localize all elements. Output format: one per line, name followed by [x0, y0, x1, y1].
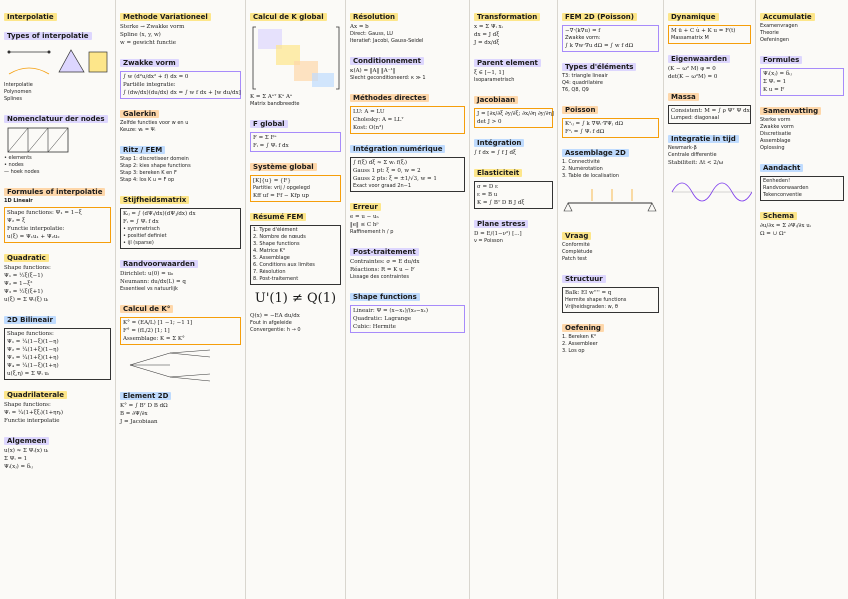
formula-box [562, 287, 659, 313]
text-line: 1. Bereken K° [562, 334, 597, 340]
text-line: • symmetrisch [123, 226, 160, 232]
formula-box [668, 25, 751, 44]
text-line: Assemblage [760, 138, 791, 144]
text-line: Discretisatie [760, 131, 792, 137]
formula: [K]{u} = {F} [253, 178, 291, 184]
text-line: Zwakke vorm: [565, 35, 601, 41]
formula: Cubic: Hermite [353, 324, 396, 330]
text-line: Theorie [760, 30, 779, 36]
formula: Ψᵢ(xⱼ) = δᵢⱼ [763, 71, 792, 77]
formula: K u = F [763, 87, 785, 93]
text-line: Direct: Gauss, LU [350, 31, 393, 37]
formula: Stabiliteit: Δt < 2/ω [668, 160, 724, 166]
formula: dx = J dξ [474, 32, 500, 38]
formula-box [120, 317, 241, 345]
text-line: • elements [4, 155, 32, 161]
section-title: Transformation [474, 13, 540, 21]
section-title: Types of interpolatie [4, 32, 92, 40]
text-line: 8. Post-traitement [253, 276, 299, 282]
formula: u(ξ) = Ψ₁u₁ + Ψ₂u₂ [7, 234, 60, 240]
formula-box [250, 175, 341, 202]
text-line: 6. Conditions aux limites [253, 262, 315, 268]
formula: Partiële integratie: [123, 82, 176, 88]
text-line: Tekenconventie [763, 192, 802, 198]
formula: Ψᵢ = ¼(1+ξξᵢ)(1+ηηᵢ) [4, 410, 64, 416]
text-line: Eenheden! [763, 178, 791, 184]
section-body [668, 65, 751, 81]
section-title: Randvoorwaarden [120, 260, 198, 268]
section-body [668, 145, 751, 167]
formula-box [350, 305, 465, 333]
text-line: Vrijheidsgraden: w, θ [565, 304, 618, 310]
formula: Functie interpolatie: [7, 226, 65, 232]
section-body [562, 242, 659, 263]
section-title: Interpolatie [4, 13, 57, 21]
section-title: Zwakke vorm [120, 59, 179, 67]
section-body [4, 125, 111, 176]
section-title: Assemblage 2D [562, 149, 629, 157]
section-body [120, 402, 241, 426]
formula: D = E/(1−ν²) [...] [474, 231, 522, 237]
formula: u(x) ≈ Σ Ψᵢ(x) uᵢ [4, 448, 49, 454]
text-line: Iteratief: Jacobi, Gauss-Seidel [350, 38, 424, 44]
formula: ∫ w (d²u/dx² + f) dx = 0 [123, 74, 189, 80]
text-line: Centrale differentie [668, 152, 717, 158]
formula-box [120, 208, 241, 249]
text-line: 2. Numérotation [562, 166, 603, 172]
formula: Q(x) = −EA du/dx [250, 313, 300, 319]
section-body [120, 156, 241, 184]
formula: F = Σ Fᵉ [253, 135, 277, 141]
text-line: Convergentie: h → 0 [250, 327, 301, 333]
section-title: Intégration numérique [350, 145, 445, 153]
formula: ‖e‖ ≤ C hᵖ [350, 222, 379, 228]
text-line: Fout in afgeleide [250, 320, 292, 326]
text-line: 1. Connectivité [562, 159, 600, 165]
text-line: Stap 1: discretiseer domein [120, 156, 189, 162]
formula: Réactions: R = K u − F [350, 267, 415, 273]
section-body [760, 222, 844, 238]
formula: Quadratic: Lagrange [353, 316, 412, 322]
section-body [474, 23, 553, 47]
section-title: Eigenwaarden [668, 55, 730, 63]
formula: κ(A) = ‖A‖ ‖A⁻¹‖ [350, 68, 396, 74]
vibration-sketch [668, 170, 752, 214]
text-line: Raffinement h / p [350, 229, 394, 235]
section-title: Samenvatting [760, 107, 821, 115]
formula: Assemblage: K = Σ K° [123, 336, 185, 342]
text-line: Stap 4: los K u = F op [120, 177, 175, 183]
column-fem-2d [558, 0, 664, 599]
formula: Kᵢⱼ = ∫ (dΨᵢ/dx)(dΨⱼ/dx) dx [123, 211, 196, 217]
column-transformation [470, 0, 558, 599]
column-accumulatie [756, 0, 848, 599]
section-title: Massa [668, 93, 699, 101]
text-line: 3. Table de localisation [562, 173, 620, 179]
text-line: 7. Résolution [253, 269, 286, 275]
text-line: Patch test [562, 256, 587, 262]
section-body [120, 23, 241, 47]
section-body [4, 42, 111, 103]
section-body [562, 73, 659, 94]
formula: Sterke → Zwakke vorm [120, 24, 185, 30]
text-line: Polynomen [4, 89, 32, 95]
formula: Σ Ψᵢ = 1 [4, 456, 28, 462]
formula: Shape functions: [7, 331, 54, 337]
highlight-equation: U'(1) ≠ Q(1) [254, 291, 337, 306]
mesh-sketch [4, 125, 110, 155]
section-body [350, 213, 465, 236]
section-title: Résolution [350, 13, 398, 21]
formula: Shape functions: [4, 265, 51, 271]
text-line: Zwakke vorm [760, 124, 794, 130]
text-line: T3: triangle lineair [562, 73, 608, 79]
sub-title: 1D Lineair [4, 198, 33, 204]
formula: w = gewicht functie [120, 40, 177, 46]
formula: M ü + C u̇ + K u = F(t) [671, 28, 736, 34]
formula: Σ Ψᵢ = 1 [763, 79, 787, 85]
text-line: Examenvragen [760, 23, 798, 29]
formula-box [250, 225, 341, 285]
formula: Ψ₃ = ¼(1+ξ)(1+η) [7, 355, 59, 361]
formula: Fᵢ = ∫ Ψᵢ f dx [123, 219, 159, 225]
formula: Ψ₁ = ¼(1−ξ)(1−η) [7, 339, 59, 345]
formula: det J > 0 [477, 119, 502, 125]
text-line: Q4: quadrilatère [562, 80, 603, 86]
text-line: 2. Assembleer [562, 341, 598, 347]
text-line: 1. Type d'élément [253, 227, 298, 233]
section-title: Structuur [562, 275, 606, 283]
section-body [474, 69, 553, 84]
section-title: Calcul de K° [120, 305, 173, 313]
text-line: Complétude [562, 249, 593, 255]
text-line: — hoek nodes [4, 169, 40, 175]
section-title: Quadratic [4, 254, 49, 262]
formula: Kost: O(n³) [353, 125, 384, 131]
formula: Ψ₃ = ½ξ(ξ+1) [4, 289, 43, 295]
formula: Cholesky: A = LLᵀ [353, 117, 404, 123]
text-line: Interpolatie [4, 82, 33, 88]
section-title: Ritz / FEM [120, 146, 165, 154]
formula: ∫ f dx = ∫ f J dξ [474, 150, 517, 156]
formula: J = dx/dξ [474, 40, 500, 46]
section-body [474, 149, 553, 157]
formula: Ψᵢ(xⱼ) = δᵢⱼ [4, 464, 33, 470]
section-body [4, 447, 111, 471]
formula: Balk: EI w'''' = q [565, 290, 612, 296]
section-title: Calcul de K global [250, 13, 327, 21]
formula: ∫ k ∇w·∇u dΩ = ∫ w f dΩ [565, 43, 634, 49]
section-body [350, 67, 465, 82]
text-line: Isoparametrisch [474, 77, 515, 83]
formula: Gauss 1 pt: ξ = 0, w = 2 [353, 168, 421, 174]
formula: det(K − ω²M) = 0 [668, 74, 718, 80]
section-title: Vraag [562, 232, 591, 240]
column-dynamique [664, 0, 756, 599]
text-line: Slecht geconditioneerd: κ ≫ 1 [350, 75, 426, 81]
section-body [350, 258, 465, 281]
text-line: • positief definiet [123, 233, 167, 239]
text-line: 4. Matrice K° [253, 248, 286, 254]
section-title: Erreur [350, 203, 381, 211]
column-resolution [346, 0, 470, 599]
section-body [120, 120, 241, 134]
text-line: Partitie: vrij / opgelegd [253, 185, 310, 191]
formula-box [668, 105, 751, 124]
section-body [120, 270, 241, 293]
formula: Shape functions: Ψ₁ = 1−ξ [7, 210, 82, 216]
formula: Ψ₁ = ½ξ(ξ−1) [4, 273, 43, 279]
text-line: Hermite shape functions [565, 297, 627, 303]
section-title: Galerkin [120, 110, 159, 118]
section-body [350, 23, 465, 45]
text-line: 3. Shape functions [253, 241, 300, 247]
section-title: Nomenclatuur der nodes [4, 115, 108, 123]
text-line: Matrix bandbreedte [250, 101, 300, 107]
text-line: Lissage des contraintes [350, 274, 409, 280]
formula: Kᵉᵢⱼ = ∫ k ∇Ψᵢ·∇Ψⱼ dΩ [565, 121, 624, 127]
section-title: Oefening [562, 324, 604, 332]
column-calcul-k [246, 0, 346, 599]
text-line: Stap 3: bereken K en F [120, 170, 177, 176]
text-line: T6, Q8, Q9 [562, 87, 589, 93]
section-title: Methode Variationeel [120, 13, 211, 21]
text-line: 5. Assemblage [253, 255, 290, 261]
formula: u(ξ,η) = Σ Ψᵢ uᵢ [7, 371, 49, 377]
formula: ∂u/∂x = Σ ∂Ψᵢ/∂x uᵢ [760, 223, 811, 229]
formula: Lineair: Ψ = (x−x₁)/(x₂−x₁) [353, 308, 429, 314]
formula: Contraintes: σ = E du/dx [350, 259, 420, 265]
section-title: Formules [760, 56, 802, 64]
section-body [760, 23, 844, 44]
section-title: Résumé FEM [250, 213, 306, 221]
section-title: Conditionnement [350, 57, 424, 65]
section-title: Schema [760, 212, 797, 220]
section-body [250, 312, 341, 334]
text-line: 3. Los op [562, 348, 585, 354]
section-body [474, 230, 553, 245]
section-title: 2D Bilineair [4, 316, 56, 324]
formula: Ψ₂ = ¼(1+ξ)(1−η) [7, 347, 59, 353]
formula-box [474, 108, 553, 128]
section-title: Types d'éléments [562, 63, 636, 71]
formula: e = u − uₕ [350, 214, 379, 220]
text-line: Keuze: wᵢ = Ψᵢ [120, 127, 156, 133]
section-title: Element 2D [120, 392, 171, 400]
section-body [562, 159, 659, 180]
text-line: Lumped: diagonaal [671, 115, 719, 121]
formula: σ = D ε [477, 184, 498, 190]
section-title: Système global [250, 163, 317, 171]
text-line: Oplossing [760, 145, 785, 151]
formula-box [4, 207, 111, 243]
formula: ε = B u [477, 192, 498, 198]
text-line: Exact voor graad 2n−1 [353, 183, 412, 189]
text-line: • ijl (sparse) [123, 240, 154, 246]
formula-box [350, 157, 465, 192]
section-title: Algemeen [4, 437, 49, 445]
text-line: 2. Nombre de nœuds [253, 234, 306, 240]
formula: Fᵉᵢ = ∫ Ψᵢ f dΩ [565, 129, 605, 135]
formula: Ψ₄ = ¼(1−ξ)(1+η) [7, 363, 59, 369]
section-title: Formules of interpolatie [4, 188, 105, 196]
matrix-sketch [250, 23, 342, 93]
section-body [760, 117, 844, 152]
formula: Ax = b [350, 24, 369, 30]
formula: Ψ₂ = 1−ξ² [4, 281, 33, 287]
formula: −∇·(k∇u) = f [565, 28, 601, 34]
section-body [250, 93, 341, 108]
structure-sketch [562, 183, 660, 223]
section-title: Quadrilaterale [4, 391, 67, 399]
formula-box [120, 71, 241, 99]
formula: K = ∫ Bᵀ D B J dξ [477, 200, 525, 206]
formula-box [760, 176, 844, 201]
formula: Fᵢ = ∫ Ψᵢ f dx [253, 143, 289, 149]
formula: J = [∂x/∂ξ ∂y/∂ξ; ∂x/∂η ∂y/∂η] [477, 111, 554, 117]
formula-box [350, 106, 465, 134]
text-line: Sterke vorm [760, 117, 791, 123]
section-body [4, 264, 111, 304]
formula-box [474, 181, 553, 209]
section-body [4, 401, 111, 425]
formula: ∫ (dw/dx)(du/dx) dx = ∫ w f dx + [w du/dx] [123, 90, 241, 96]
formula: LU: A = LU [353, 109, 385, 115]
formula: Ψ₂ = ξ [7, 218, 26, 224]
text-line: Essentieel vs natuurlijk [120, 286, 178, 292]
section-title: Post-traitement [350, 248, 419, 256]
text-line: Massamatrix M [671, 35, 709, 41]
formula: J = Jacobiaan [120, 419, 158, 425]
section-title: FEM 2D (Poisson) [562, 13, 637, 21]
element-types-sketch [4, 42, 110, 82]
formula: K° = ∫ Bᵀ D B dΩ [120, 403, 168, 409]
formula: x = Σ Ψᵢ xᵢ [474, 24, 503, 30]
formula: Dirichlet: u(0) = u₀ [120, 271, 174, 277]
text-line: Zelfde functies voor w en u [120, 120, 189, 126]
section-title: Aandacht [760, 164, 803, 172]
section-title: Jacobiaan [474, 96, 518, 104]
section-title: Shape functions [350, 293, 420, 301]
formula: u(ξ) = Σ Ψᵢ(ξ) uᵢ [4, 297, 49, 303]
formula: Ω = ∪ Ωᵉ [760, 231, 786, 237]
section-body [562, 334, 659, 355]
text-line: Conformité [562, 242, 590, 248]
text-line: Oefeningen [760, 37, 789, 43]
column-interpolatie [0, 0, 116, 599]
section-title: Accumulatie [760, 13, 815, 21]
formula: ξ ∈ [−1, 1] [474, 70, 504, 76]
section-title: Plane stress [474, 220, 528, 228]
column-variationeel [116, 0, 246, 599]
section-title: Integratie in tijd [668, 135, 739, 143]
section-title: Poisson [562, 106, 598, 114]
section-title: F global [250, 120, 288, 128]
formula: Gauss 2 pts: ξ = ±1/√3, w = 1 [353, 176, 437, 182]
section-title: Dynamique [668, 13, 719, 21]
formula: K° = (EA/L) [1 −1; −1 1] [123, 320, 193, 326]
text-line: Splines [4, 96, 22, 102]
formula-box [562, 25, 659, 52]
text-line: ν = Poisson [474, 238, 503, 244]
formula: ∫ f(ξ) dξ ≈ Σ wᵢ f(ξᵢ) [353, 160, 408, 166]
formula-box [562, 118, 659, 138]
section-title: Parent element [474, 59, 541, 67]
formula: Shape functions: [4, 402, 51, 408]
formula: F° = (fL/2) [1; 1] [123, 328, 170, 334]
section-title: Méthodes directes [350, 94, 429, 102]
formula: (K − ω² M) φ = 0 [668, 66, 716, 72]
formula: K = Σ Aᵉᵀ Kᵉ Aᵉ [250, 94, 293, 100]
section-title: Elasticiteit [474, 169, 522, 177]
formula: Functie interpolatie [4, 418, 60, 424]
formula: Neumann: du/dx(L) = q [120, 279, 186, 285]
text-line: Randvoorwaarden [763, 185, 809, 191]
text-line: Newmark-β [668, 145, 697, 151]
formula-box [760, 68, 844, 96]
formula: Consistent: M = ∫ ρ Ψᵀ Ψ dx [671, 108, 750, 114]
tree-sketch [120, 347, 240, 383]
formula: Kff uf = Ff − Kfp up [253, 193, 309, 199]
formula-box [250, 132, 341, 152]
formula-box [4, 328, 111, 380]
formula: Spline (x, y, w) [120, 32, 161, 38]
section-title: Stijfheidsmatrix [120, 196, 189, 204]
section-title: Intégration [474, 139, 524, 147]
text-line: Stap 2: kies shape functions [120, 163, 191, 169]
formula: B = ∂Ψ/∂x [120, 411, 148, 417]
text-line: • nodes [4, 162, 24, 168]
